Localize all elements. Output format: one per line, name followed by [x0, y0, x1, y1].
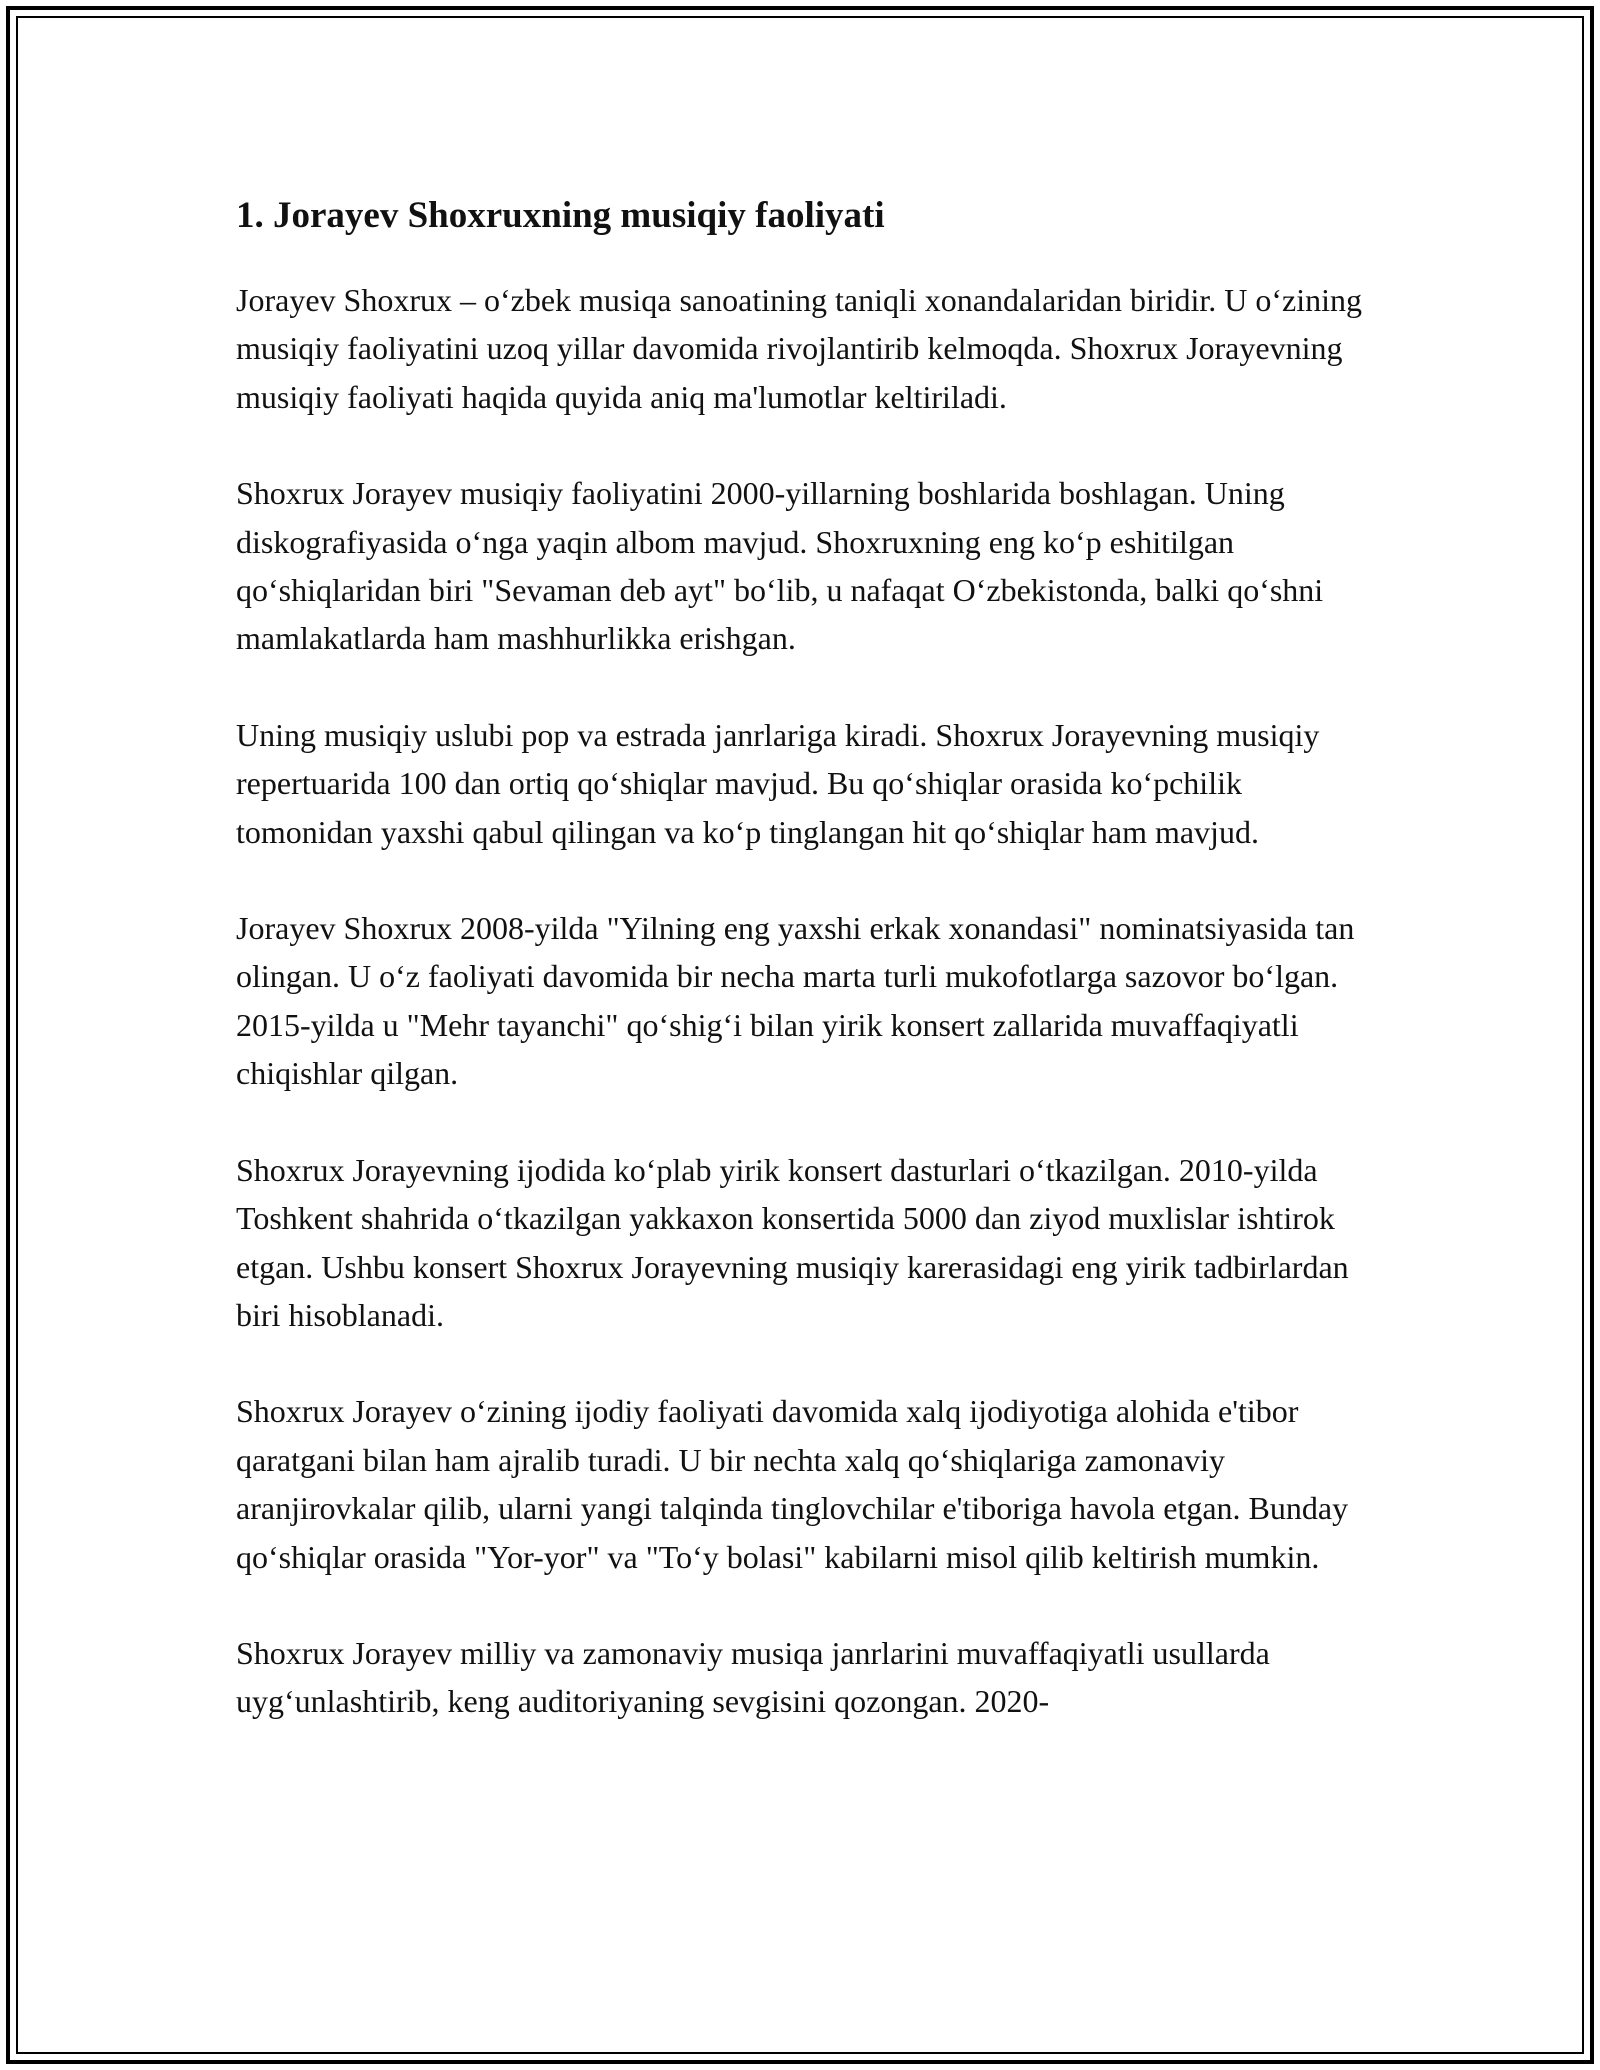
document-title: 1. Jorayev Shoxruxning musiqiy faoliyati: [236, 195, 885, 236]
paragraph-6: Shoxrux Jorayev o‘zining ijodiy faoliyati davomida xalq ijodiyotiga alohida e'tibor qaratgani bilan ham ajralib turadi. U bir nechta xalq qo‘shiqlariga zamonaviy aranjirovkalar qilib, ularni yangi talqinda tinglovchilar e'tiboriga havola etgan. Bunday qo‘shiqlar orasida "Yor-yor" va "To‘y bolasi" kabilarni misol qilib keltirish mumkin.: [236, 1393, 1349, 1575]
paragraph-1: Jorayev Shoxrux – o‘zbek musiqa sanoatining taniqli xonandalaridan biridir. U o‘zining musiqiy faoliyatini uzoq yillar davomida rivojlantirib kelmoqda. Shoxrux Jorayevning musiqiy faoliyati haqida quyida aniq ma'lumotlar keltiriladi.: [236, 282, 1362, 415]
paragraph-3: Uning musiqiy uslubi pop va estrada janrlariga kiradi. Shoxrux Jorayevning musiqiy repertuarida 100 dan ortiq qo‘shiqlar mavjud. Bu qo‘shiqlar orasida ko‘pchilik tomonidan yaxshi qabul qilingan va ko‘p tinglangan hit qo‘shiqlar ham mavjud.: [236, 716, 1320, 850]
paragraph-7: Shoxrux Jorayev milliy va zamonaviy musiqa janrlarini muvaffaqiyatli usullarda uyg‘unlashtirib, keng auditoriyaning sevgisini qozongan. 2020-: [236, 1634, 1270, 1720]
paragraph-2: Shoxrux Jorayev musiqiy faoliyatini 2000-yillarning boshlarida boshlagan. Uning diskografiyasida o‘nga yaqin albom mavjud. Shoxruxning eng ko‘p eshitilgan qo‘shiqlaridan biri "Sevaman deb ayt" bo‘lib, u nafaqat O‘zbekistonda, balki qo‘shni mamlakatlarda ham mashhurlikka erishgan.: [236, 475, 1324, 657]
document-body: [236, 188, 1376, 1774]
paragraph-5: Shoxrux Jorayevning ijodida ko‘plab yirik konsert dasturlari o‘tkazilgan. 2010-yilda Toshkent shahrida o‘tkazilgan yakkaxon konsertida 5000 dan ziyod muxlislar ishtirok etgan. Ushbu konsert Shoxrux Jorayevning musiqiy karerasidagi eng yirik tadbirlardan biri hisoblanadi.: [236, 1151, 1349, 1333]
paragraph-4: Jorayev Shoxrux 2008-yilda "Yilning eng yaxshi erkak xonandasi" nominatsiyasida tan olingan. U o‘z faoliyati davomida bir necha marta turli mukofotlarga sazovor bo‘lgan. 2015-yilda u "Mehr tayanchi" qo‘shig‘i bilan yirik konsert zallarida muvaffaqiyatli chiqishlar qilgan.: [236, 910, 1355, 1092]
